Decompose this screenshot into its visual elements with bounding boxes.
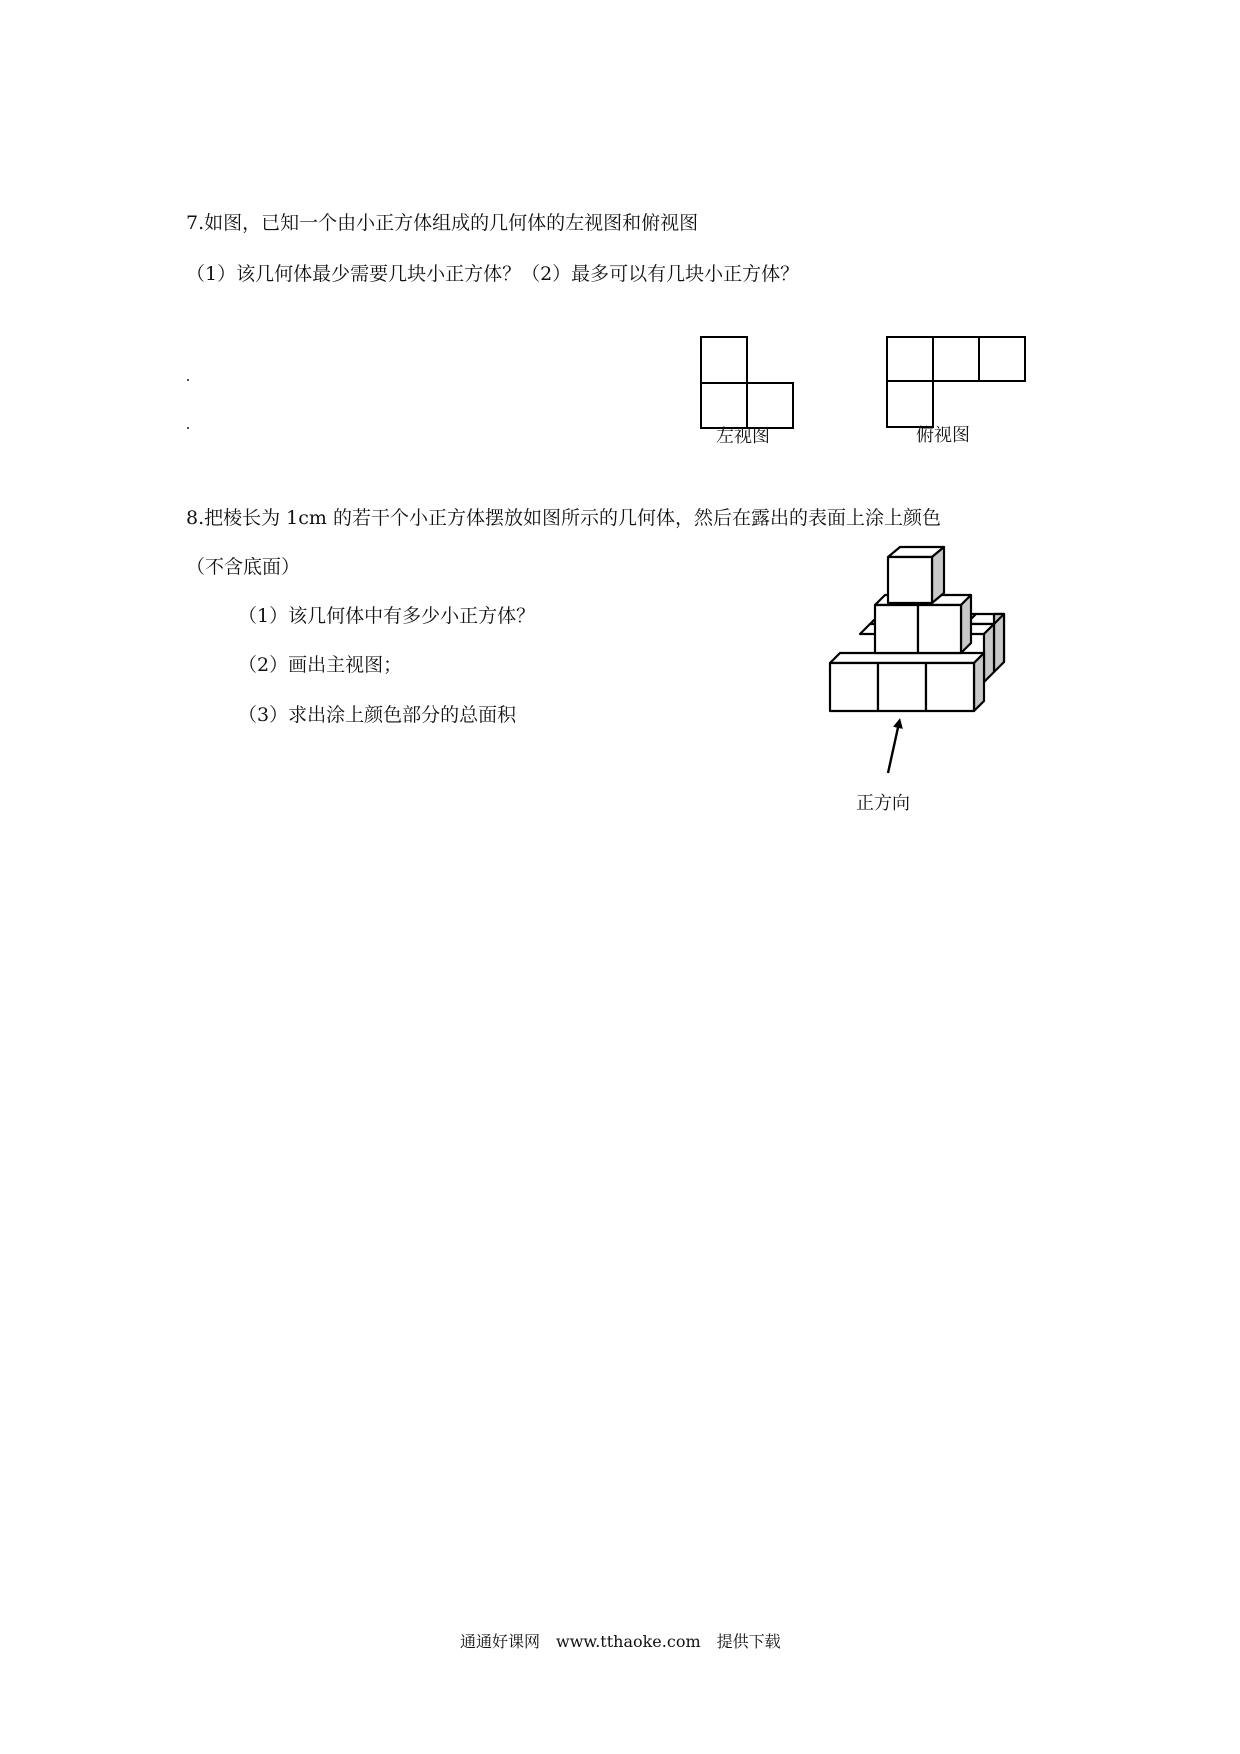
front-direction-arrow bbox=[888, 723, 899, 773]
top-view-square bbox=[979, 337, 1025, 381]
top-view-caption: 俯视图 bbox=[916, 425, 970, 446]
top-view-square bbox=[933, 337, 979, 381]
cube-stack-diagram bbox=[820, 545, 1020, 785]
top-view-square bbox=[887, 381, 933, 427]
top-view-square bbox=[887, 337, 933, 381]
top-view-diagram bbox=[886, 336, 1031, 436]
left-view-square bbox=[701, 383, 747, 428]
cube-top bbox=[888, 547, 944, 603]
scan-speck bbox=[187, 427, 189, 429]
q8-subquestion-2: （2）画出主视图； bbox=[238, 654, 403, 676]
front-direction-label: 正方向 bbox=[856, 793, 910, 814]
footer-text: 通通好课网 www.tthaoke.com 提供下载 bbox=[460, 1632, 781, 1651]
left-view-square bbox=[747, 383, 793, 428]
left-view-square bbox=[701, 337, 747, 383]
left-view-caption: 左视图 bbox=[716, 426, 770, 447]
q8-stem: 8.把棱长为 1cm 的若干个小正方体摆放如图所示的几何体，然后在露出的表面上涂上颜色 bbox=[186, 507, 941, 529]
q8-subquestion-3: （3）求出涂上颜色部分的总面积 bbox=[238, 704, 517, 726]
q8-subquestion-1: （1）该几何体中有多少小正方体？ bbox=[238, 605, 536, 627]
cube-bottom-front bbox=[830, 653, 984, 711]
q7-stem: 7.如图，已知一个由小正方体组成的几何体的左视图和俯视图 bbox=[186, 212, 699, 234]
left-view-diagram bbox=[700, 336, 800, 436]
q8-stem-continued: （不含底面） bbox=[186, 556, 301, 578]
scan-speck bbox=[187, 379, 189, 381]
q7-parts: （1）该几何体最少需要几块小正方体？（2）最多可以有几块小正方体？ bbox=[186, 263, 800, 285]
